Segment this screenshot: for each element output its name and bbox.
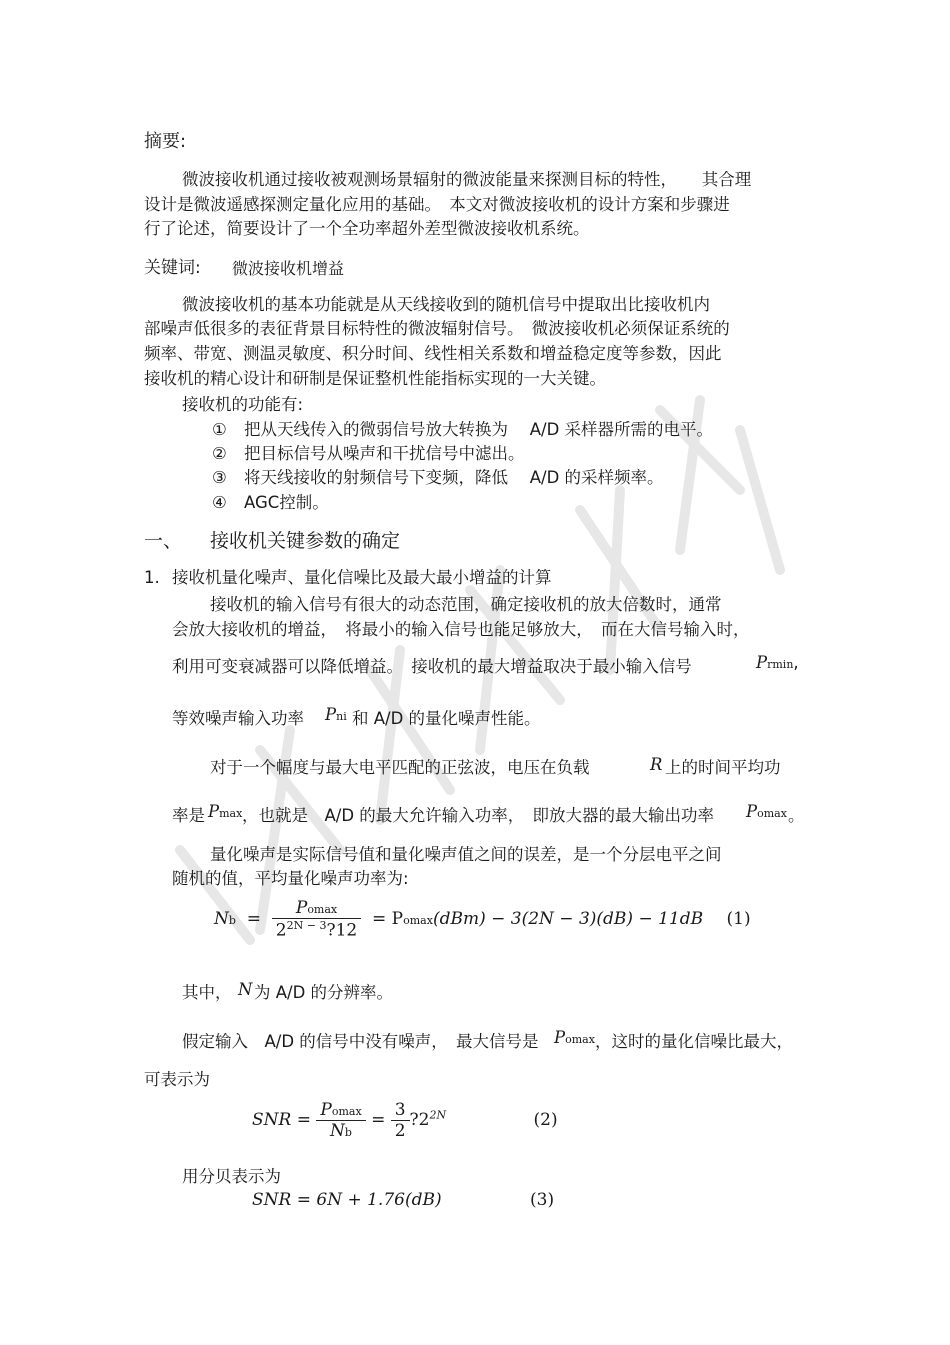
- function-item: AGC控制。: [244, 493, 329, 512]
- function-item: 把目标信号从噪声和干扰信号中滤出。: [244, 444, 525, 463]
- subsection-title: 接收机量化噪声、量化信噪比及最大最小增益的计算: [172, 568, 552, 587]
- function-num: ②: [212, 444, 227, 463]
- para2-line-1: 对于一个幅度与最大电平匹配的正弦波，电压在负载: [210, 758, 590, 777]
- abstract-heading: 摘要:: [144, 131, 187, 152]
- intro-line-2: 部噪声低很多的表征背景目标特性的微波辐射信号。 微波接收机必须保证系统的: [144, 319, 730, 338]
- abstract-line-2: 设计是微波遥感探测定量化应用的基础。 本文对微波接收机的设计方案和步骤进: [144, 195, 730, 214]
- para4-line-1: 假定输入 A/D 的信号中没有噪声， 最大信号是: [182, 1032, 539, 1051]
- where-label: 其中，: [182, 983, 232, 1002]
- equation-2: SNR = $\frac{Pomax}{Nb}$ = $\frac{3}{2}$ $?2^{2N}$ (2): [252, 1100, 558, 1141]
- functions-intro: 接收机的功能有:: [182, 395, 304, 414]
- para1-line-5: 和 A/D 的量化噪声性能。: [352, 709, 541, 728]
- function-num: ③: [212, 468, 227, 487]
- symbol-p-omax: Pomax: [746, 802, 787, 821]
- symbol-p-max: Pmax: [208, 802, 243, 821]
- equation-3-tag: (3): [530, 1190, 555, 1210]
- section-number: 一、: [144, 530, 183, 552]
- equation-2-tag: (2): [533, 1110, 558, 1130]
- symbol-r: R: [650, 755, 663, 774]
- function-item: 将天线接收的射频信号下变频，降低 A/D 的采样频率。: [244, 468, 664, 487]
- equation-3: SNR = 6N + 1.76(dB): [252, 1190, 442, 1210]
- abstract-line-1: 微波接收机通过接收被观测场景辐射的微波能量来探测目标的特性， 其合理: [182, 170, 752, 189]
- para1-line-1: 接收机的输入信号有很大的动态范围，确定接收机的放大倍数时，通常: [210, 595, 722, 614]
- where-text: 为 A/D 的分辨率。: [254, 983, 394, 1002]
- para2-line-2a: 率是: [172, 806, 205, 825]
- para1-line-4: 等效噪声输入功率: [172, 709, 304, 728]
- para1-line-3: 利用可变衰减器可以降低增益。 接收机的最大增益取决于最小输入信号: [172, 657, 692, 676]
- intro-line-1: 微波接收机的基本功能就是从天线接收到的随机信号中提取出比接收机内: [182, 295, 710, 314]
- intro-line-4: 接收机的精心设计和研制是保证整机性能指标实现的一大关键。: [144, 369, 606, 388]
- para3-line-2: 随机的值，平均量化噪声功率为:: [172, 869, 409, 888]
- section-title: 接收机关键参数的确定: [210, 530, 401, 552]
- decibel-label: 用分贝表示为: [182, 1167, 281, 1186]
- para2-line-2c: 。: [788, 806, 805, 825]
- equation-1-tag: (1): [726, 908, 751, 929]
- para2-line-1b: 上的时间平均功: [665, 758, 781, 777]
- para4-line-2: 可表示为: [144, 1070, 210, 1089]
- symbol-p-rmin: Prmin,: [756, 653, 799, 672]
- symbol-n: N: [238, 980, 253, 999]
- keywords-value: 微波接收机增益: [232, 259, 345, 278]
- subsection-number: 1.: [144, 568, 160, 587]
- function-item: 把从天线传入的微弱信号放大转换为 A/D 采样器所需的电平。: [244, 420, 714, 439]
- function-num: ④: [212, 493, 227, 512]
- intro-line-3: 频率、带宽、测温灵敏度、积分时间、线性相关系数和增益稳定度等参数，因此: [144, 344, 722, 363]
- symbol-p-ni: Pni: [325, 705, 347, 724]
- para4-line-1b: ，这时的量化信噪比最大，: [595, 1032, 793, 1051]
- para3-line-1: 量化噪声是实际信号值和量化噪声值之间的误差，是一个分层电平之间: [210, 845, 722, 864]
- function-num: ①: [212, 420, 227, 439]
- equation-1: Nb = $\frac{Pomax}{2^{2N - 3}?12}$ = Pomax(dBm) − 3(2N − 3)(dB) − 11dB (1): [214, 898, 751, 941]
- symbol-p-omax-2: Pomax: [554, 1028, 595, 1047]
- keywords-label: 关键词:: [144, 258, 201, 278]
- para2-line-2b: ，也就是 A/D 的最大允许输入功率， 即放大器的最大输出功率: [242, 806, 715, 825]
- para1-line-2: 会放大接收机的增益， 将最小的输入信号也能足够放大， 而在大信号输入时，: [172, 620, 750, 639]
- abstract-line-3: 行了论述，简要设计了一个全功率超外差型微波接收机系统。: [144, 219, 590, 238]
